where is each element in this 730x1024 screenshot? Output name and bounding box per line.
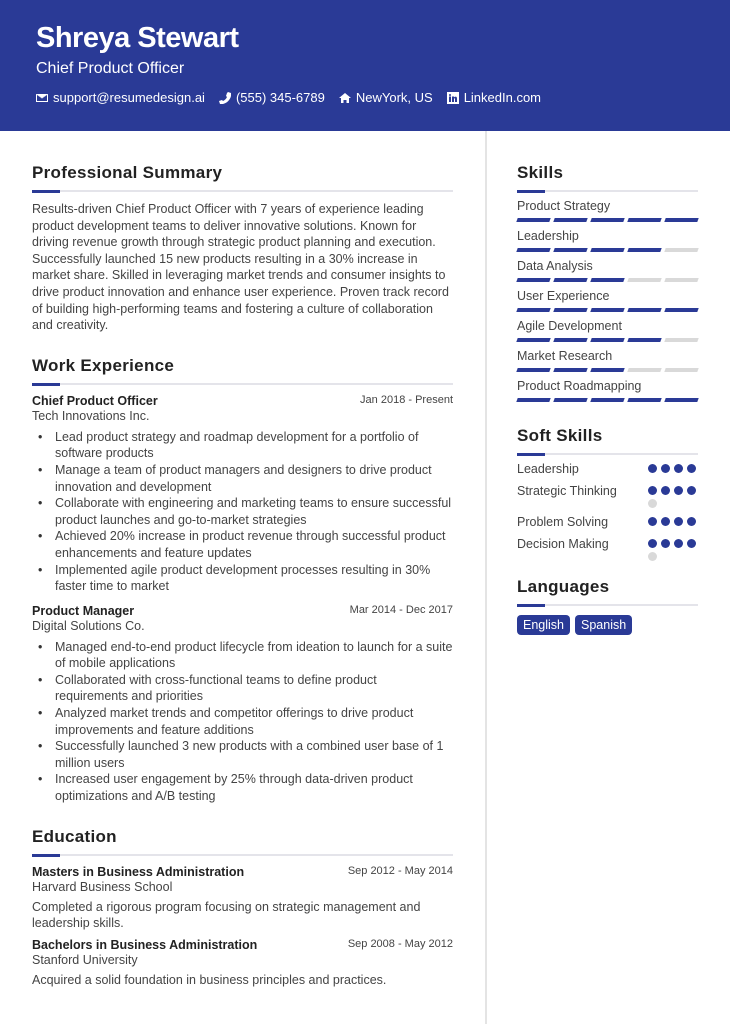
job-role: Product Manager bbox=[32, 603, 135, 618]
education-date: Sep 2012 - May 2014 bbox=[347, 864, 453, 877]
skill-name: Product Strategy bbox=[517, 199, 611, 213]
bullet-item: • Collaborated with cross-functional teams to define product requirements and priorities bbox=[38, 672, 453, 705]
level-segment bbox=[516, 368, 550, 372]
skill-item bbox=[517, 379, 698, 402]
level-segment bbox=[516, 338, 550, 342]
contact-email[interactable] bbox=[36, 90, 205, 105]
rating-dot bbox=[687, 486, 696, 495]
skill-level-bar bbox=[517, 308, 698, 312]
skill-name: Agile Development bbox=[517, 319, 622, 333]
skill-level-bar bbox=[517, 218, 698, 222]
section-title: Languages bbox=[517, 577, 610, 596]
degree: Masters in Business Administration bbox=[32, 864, 245, 879]
bullet-item: • Managed end-to-end product lifecycle from ideation to launch for a suite of mobile applications bbox=[38, 639, 453, 672]
bullet-item: • Manage a team of product managers and designers to drive product innovation and development bbox=[38, 462, 453, 495]
level-segment bbox=[590, 338, 624, 342]
level-segment bbox=[664, 308, 698, 312]
bullet-item: • Successfully launched 3 new products with a combined user base of 1 million users bbox=[38, 738, 453, 771]
soft-skill-rating bbox=[648, 536, 698, 561]
section-rule bbox=[32, 854, 453, 856]
skill-name: Market Research bbox=[517, 349, 613, 363]
level-segment bbox=[664, 248, 698, 252]
bullet-item: • Lead product strategy and roadmap development for a portfolio of software products bbox=[38, 429, 453, 462]
bullet-item: • Achieved 20% increase in product revenue through successful product enhancements and feature updates bbox=[38, 528, 453, 561]
rating-dot bbox=[661, 486, 670, 495]
education-description: Completed a rigorous program focusing on strategic management and leadership skills. bbox=[32, 899, 421, 931]
job-entry bbox=[32, 604, 453, 805]
language-tag: Spanish bbox=[575, 615, 632, 635]
job-date: Mar 2014 - Dec 2017 bbox=[349, 603, 453, 616]
skill-item bbox=[517, 289, 698, 312]
contact-phone[interactable] bbox=[219, 90, 325, 105]
soft-skill-item bbox=[517, 461, 698, 477]
rating-dot bbox=[661, 464, 670, 473]
experience-section bbox=[32, 356, 453, 805]
section-rule bbox=[32, 190, 453, 192]
skill-level-bar bbox=[517, 248, 698, 252]
rating-dot bbox=[661, 539, 670, 548]
rating-dot bbox=[674, 517, 683, 526]
level-segment bbox=[664, 278, 698, 282]
soft-skills-list bbox=[517, 461, 698, 561]
bullet-item: • Analyzed market trends and competitor offerings to drive product improvements and feature additions bbox=[38, 705, 453, 738]
education-description: Acquired a solid foundation in business principles and practices. bbox=[32, 972, 387, 987]
skill-level-bar bbox=[517, 338, 698, 342]
rating-dot bbox=[687, 464, 696, 473]
level-segment bbox=[664, 218, 698, 222]
soft-skill-rating bbox=[648, 514, 698, 530]
skill-item bbox=[517, 199, 698, 222]
skill-item bbox=[517, 319, 698, 342]
level-segment bbox=[553, 248, 587, 252]
soft-skill-name: Leadership bbox=[517, 462, 579, 476]
contact-location bbox=[339, 90, 433, 105]
soft-skill-item bbox=[517, 483, 698, 508]
home-icon bbox=[339, 92, 351, 104]
level-segment bbox=[627, 248, 661, 252]
job-date: Jan 2018 - Present bbox=[360, 393, 453, 406]
rating-dot bbox=[661, 517, 670, 526]
level-segment bbox=[516, 308, 550, 312]
rating-dot bbox=[648, 539, 657, 548]
resume-header bbox=[0, 0, 730, 131]
main-column bbox=[32, 131, 453, 988]
bullet-item: • Implemented agile product development processes resulting in 30% faster time to market bbox=[38, 562, 453, 595]
level-segment bbox=[516, 398, 550, 402]
section-rule bbox=[517, 604, 698, 606]
level-segment bbox=[590, 218, 624, 222]
section-rule bbox=[517, 190, 698, 192]
education-entry bbox=[32, 865, 453, 932]
skill-level-bar bbox=[517, 398, 698, 402]
soft-skill-item bbox=[517, 536, 698, 561]
rating-dot bbox=[674, 486, 683, 495]
contact-location-text: NewYork, US bbox=[355, 90, 433, 105]
skill-item bbox=[517, 229, 698, 252]
phone-icon bbox=[219, 92, 231, 104]
level-segment bbox=[590, 398, 624, 402]
rating-dot bbox=[648, 486, 657, 495]
soft-skill-rating bbox=[648, 461, 698, 477]
level-segment bbox=[627, 398, 661, 402]
rating-dot bbox=[687, 517, 696, 526]
skill-name: User Experience bbox=[517, 289, 610, 303]
level-segment bbox=[664, 398, 698, 402]
soft-skill-name: Decision Making bbox=[517, 537, 609, 551]
candidate-title: Chief Product Officer bbox=[36, 60, 185, 77]
degree: Bachelors in Business Administration bbox=[32, 937, 258, 952]
education-entry bbox=[32, 938, 453, 989]
soft-skill-name: Strategic Thinking bbox=[517, 484, 617, 498]
contact-linkedin-text: LinkedIn.com bbox=[463, 90, 542, 105]
soft-skill-item bbox=[517, 514, 698, 530]
skills-section bbox=[517, 163, 698, 402]
rating-dot bbox=[674, 464, 683, 473]
contact-linkedin[interactable] bbox=[447, 90, 541, 105]
skill-level-bar bbox=[517, 278, 698, 282]
job-bullets bbox=[38, 429, 453, 595]
skill-name: Leadership bbox=[517, 229, 579, 243]
section-rule bbox=[32, 383, 453, 385]
soft-skill-rating bbox=[648, 483, 698, 508]
level-segment bbox=[553, 338, 587, 342]
summary-section bbox=[32, 163, 453, 334]
section-title: Professional Summary bbox=[32, 163, 223, 182]
rating-dot bbox=[648, 552, 657, 561]
level-segment bbox=[664, 368, 698, 372]
soft-skill-name: Problem Solving bbox=[517, 515, 609, 529]
envelope-icon bbox=[36, 92, 48, 104]
section-title: Work Experience bbox=[32, 355, 175, 375]
skill-name: Data Analysis bbox=[517, 259, 593, 273]
level-segment bbox=[516, 278, 550, 282]
level-segment bbox=[627, 368, 661, 372]
contact-phone-text: (555) 345-6789 bbox=[235, 90, 325, 105]
sidebar-column bbox=[517, 131, 698, 635]
rating-dot bbox=[648, 517, 657, 526]
skill-item bbox=[517, 349, 698, 372]
school: Harvard Business School bbox=[32, 879, 173, 894]
level-segment bbox=[590, 308, 624, 312]
section-title: Soft Skills bbox=[517, 426, 603, 445]
linkedin-icon bbox=[447, 92, 459, 104]
level-segment bbox=[516, 248, 550, 252]
level-segment bbox=[590, 278, 624, 282]
level-segment bbox=[627, 308, 661, 312]
skill-level-bar bbox=[517, 368, 698, 372]
section-rule bbox=[517, 453, 698, 455]
job-bullets bbox=[38, 639, 453, 805]
contact-list bbox=[36, 90, 541, 105]
rating-dot bbox=[674, 539, 683, 548]
job-company: Tech Innovations Inc. bbox=[32, 408, 150, 423]
bullet-item: • Collaborate with engineering and marketing teams to ensure successful product launches and go-to-market strategies bbox=[38, 495, 453, 528]
job-company: Digital Solutions Co. bbox=[32, 618, 145, 633]
level-segment bbox=[627, 278, 661, 282]
section-title: Education bbox=[32, 826, 117, 846]
language-tag: English bbox=[517, 615, 570, 635]
skills-list bbox=[517, 199, 698, 402]
rating-dot bbox=[648, 464, 657, 473]
school: Stanford University bbox=[32, 952, 138, 967]
level-segment bbox=[590, 368, 624, 372]
languages-section bbox=[517, 577, 698, 635]
education-date: Sep 2008 - May 2012 bbox=[347, 937, 453, 950]
level-segment bbox=[664, 338, 698, 342]
column-divider bbox=[485, 131, 487, 1024]
level-segment bbox=[516, 218, 550, 222]
level-segment bbox=[553, 368, 587, 372]
skill-item bbox=[517, 259, 698, 282]
rating-dot bbox=[648, 499, 657, 508]
skill-name: Product Roadmapping bbox=[517, 379, 642, 393]
contact-email-text: support@resumedesign.ai bbox=[53, 90, 205, 105]
bullet-item: • Increased user engagement by 25% through data-driven product optimizations and A/B testing bbox=[38, 771, 453, 804]
education-section bbox=[32, 827, 453, 989]
candidate-name: Shreya Stewart bbox=[36, 22, 239, 54]
level-segment bbox=[627, 338, 661, 342]
level-segment bbox=[627, 218, 661, 222]
job-role: Chief Product Officer bbox=[32, 393, 158, 408]
section-title: Skills bbox=[517, 163, 564, 182]
level-segment bbox=[553, 308, 587, 312]
rating-dot bbox=[687, 539, 696, 548]
languages-list bbox=[517, 615, 698, 635]
level-segment bbox=[590, 248, 624, 252]
summary-text: Results-driven Chief Product Officer with 7 years of experience leading product development teams to deliver innovative solutions. Known for driving revenue growth through strategic product planning and execution. Successfully launched 15 new products resulting in a 30% increase in market share. Skilled in leveraging market trends and consumer insights to drive product innovation and enhance user experience. Proven track record of building high-performing teams and fostering a culture of collaboration and creativity. bbox=[32, 202, 449, 333]
soft-skills-section bbox=[517, 426, 698, 561]
job-entry bbox=[32, 394, 453, 595]
level-segment bbox=[553, 278, 587, 282]
level-segment bbox=[553, 398, 587, 402]
level-segment bbox=[553, 218, 587, 222]
